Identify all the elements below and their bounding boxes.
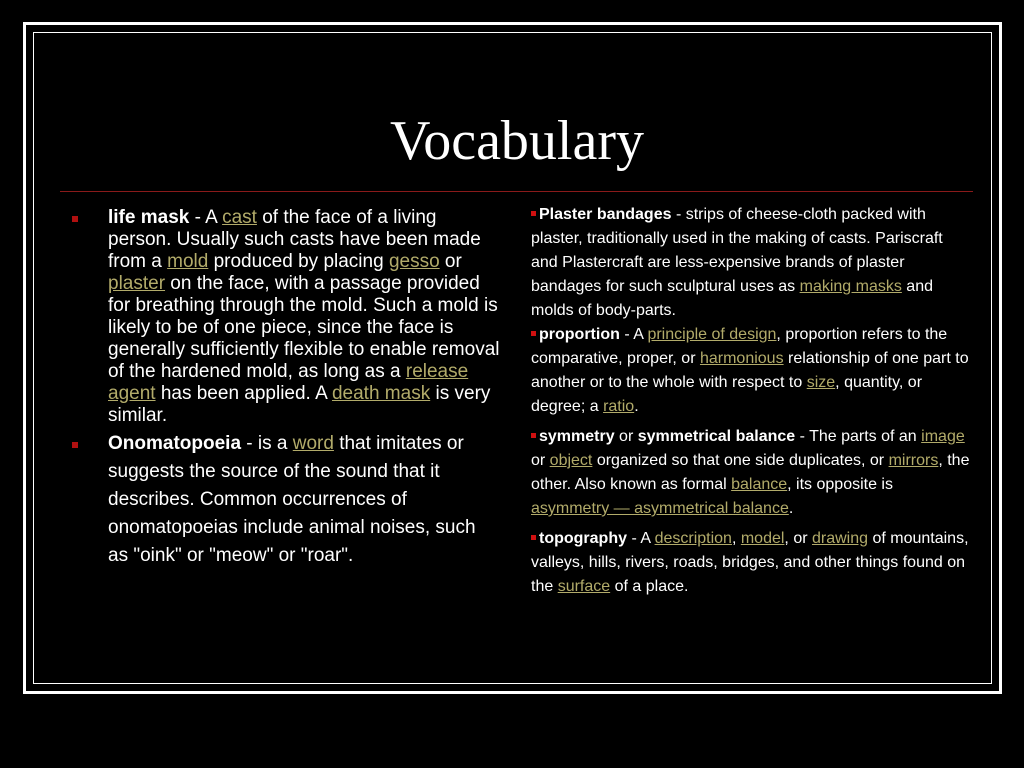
link-image[interactable]: image xyxy=(921,428,965,445)
text: and molds of body-parts. xyxy=(531,278,933,319)
list-item-life-mask xyxy=(70,207,500,427)
link-size[interactable]: size xyxy=(806,374,836,391)
definition-plaster-bandages xyxy=(531,203,971,323)
bullet-square-icon xyxy=(531,211,536,216)
text: - A xyxy=(189,207,223,228)
text: - is a xyxy=(241,433,293,454)
link-harmonious[interactable]: harmonious xyxy=(699,350,784,367)
link-gesso[interactable]: gesso xyxy=(388,251,440,272)
link-balance[interactable]: balance xyxy=(731,476,788,493)
link-making-masks[interactable]: making masks xyxy=(799,278,902,295)
text: , its opposite is xyxy=(787,476,893,493)
link-model[interactable]: model xyxy=(740,530,785,547)
text: - A xyxy=(619,326,648,343)
list-item-onomatopoeia xyxy=(70,430,500,570)
link-mirrors[interactable]: mirrors xyxy=(888,452,939,469)
text: on the face, with a passage provided for breathing through the mold. Such a mold is likely to be of one piece, since the face is generally sufficiently flexible to enable removal of the hardened mold, as long as a xyxy=(108,273,500,382)
definition-symmetry xyxy=(531,425,971,521)
text: - A xyxy=(627,530,655,547)
term-onomatopoeia: Onomatopoeia xyxy=(108,433,242,454)
text: organized so that one side duplicates, or xyxy=(592,452,889,469)
link-description[interactable]: description xyxy=(654,530,732,547)
term-topography: topography xyxy=(539,530,627,547)
bullet-square-icon xyxy=(72,442,78,448)
left-column xyxy=(70,207,500,570)
text: , or xyxy=(784,530,812,547)
text: - The parts of an xyxy=(795,428,922,445)
text: or xyxy=(439,251,462,272)
text: is very similar. xyxy=(108,383,491,426)
text: , xyxy=(731,530,741,547)
slide-title: Vocabulary xyxy=(390,110,644,172)
term-plaster-bandages: Plaster bandages xyxy=(539,206,672,223)
text: - strips of cheese-cloth packed with plaster, traditionally used in the making of casts. Pariscraft and Plastercraft are less-expensive brands of plaster bandages for such sculptural uses as xyxy=(531,206,943,295)
link-surface[interactable]: surface xyxy=(557,578,611,595)
text: of mountains, valleys, hills, rivers, roads, bridges, and other things found on the xyxy=(531,530,969,595)
right-column xyxy=(531,203,971,599)
bullet-square-icon xyxy=(72,216,78,222)
title-divider xyxy=(60,191,973,192)
text: , quantity, or degree; a xyxy=(531,374,923,415)
text: relationship of one part to another or to the whole with respect to xyxy=(531,350,969,391)
text: has been applied. A xyxy=(155,383,332,404)
text: or xyxy=(614,428,638,445)
text: , the other. Also known as formal xyxy=(531,452,970,493)
text: produced by placing xyxy=(208,251,389,272)
link-object[interactable]: object xyxy=(549,452,593,469)
term-symmetrical-balance: symmetrical balance xyxy=(637,428,796,445)
term-symmetry: symmetry xyxy=(539,428,615,445)
bullet-square-icon xyxy=(531,331,536,336)
text: of a place. xyxy=(610,578,689,595)
text: . xyxy=(788,500,794,517)
text: of the face of a living person. Usually such casts have been made from a xyxy=(108,207,481,272)
link-asymmetry[interactable]: asymmetry — asymmetrical balance xyxy=(531,500,789,517)
link-death-mask[interactable]: death mask xyxy=(331,383,431,404)
link-cast[interactable]: cast xyxy=(222,207,257,228)
term-proportion: proportion xyxy=(539,326,620,343)
definition-topography xyxy=(531,527,971,599)
text: that imitates or suggests the source of the sound that it describes. Common occurrences of onomatopoeias include animal noises, such as "oink" or "meow" or "roar". xyxy=(108,433,476,566)
text: , proportion refers to the comparative, proper, or xyxy=(531,326,948,367)
link-word[interactable]: word xyxy=(292,433,334,454)
definition-proportion xyxy=(531,323,971,419)
text: . xyxy=(634,398,639,415)
link-ratio[interactable]: ratio xyxy=(603,398,635,415)
link-drawing[interactable]: drawing xyxy=(811,530,869,547)
link-mold[interactable]: mold xyxy=(167,251,209,272)
link-release-agent[interactable]: release agent xyxy=(108,361,469,404)
text: or xyxy=(531,452,550,469)
link-plaster[interactable]: plaster xyxy=(108,273,166,294)
bullet-square-icon xyxy=(531,535,536,540)
term-life-mask: life mask xyxy=(108,207,190,228)
link-principle-of-design[interactable]: principle of design xyxy=(647,326,777,343)
bullet-square-icon xyxy=(531,433,536,438)
